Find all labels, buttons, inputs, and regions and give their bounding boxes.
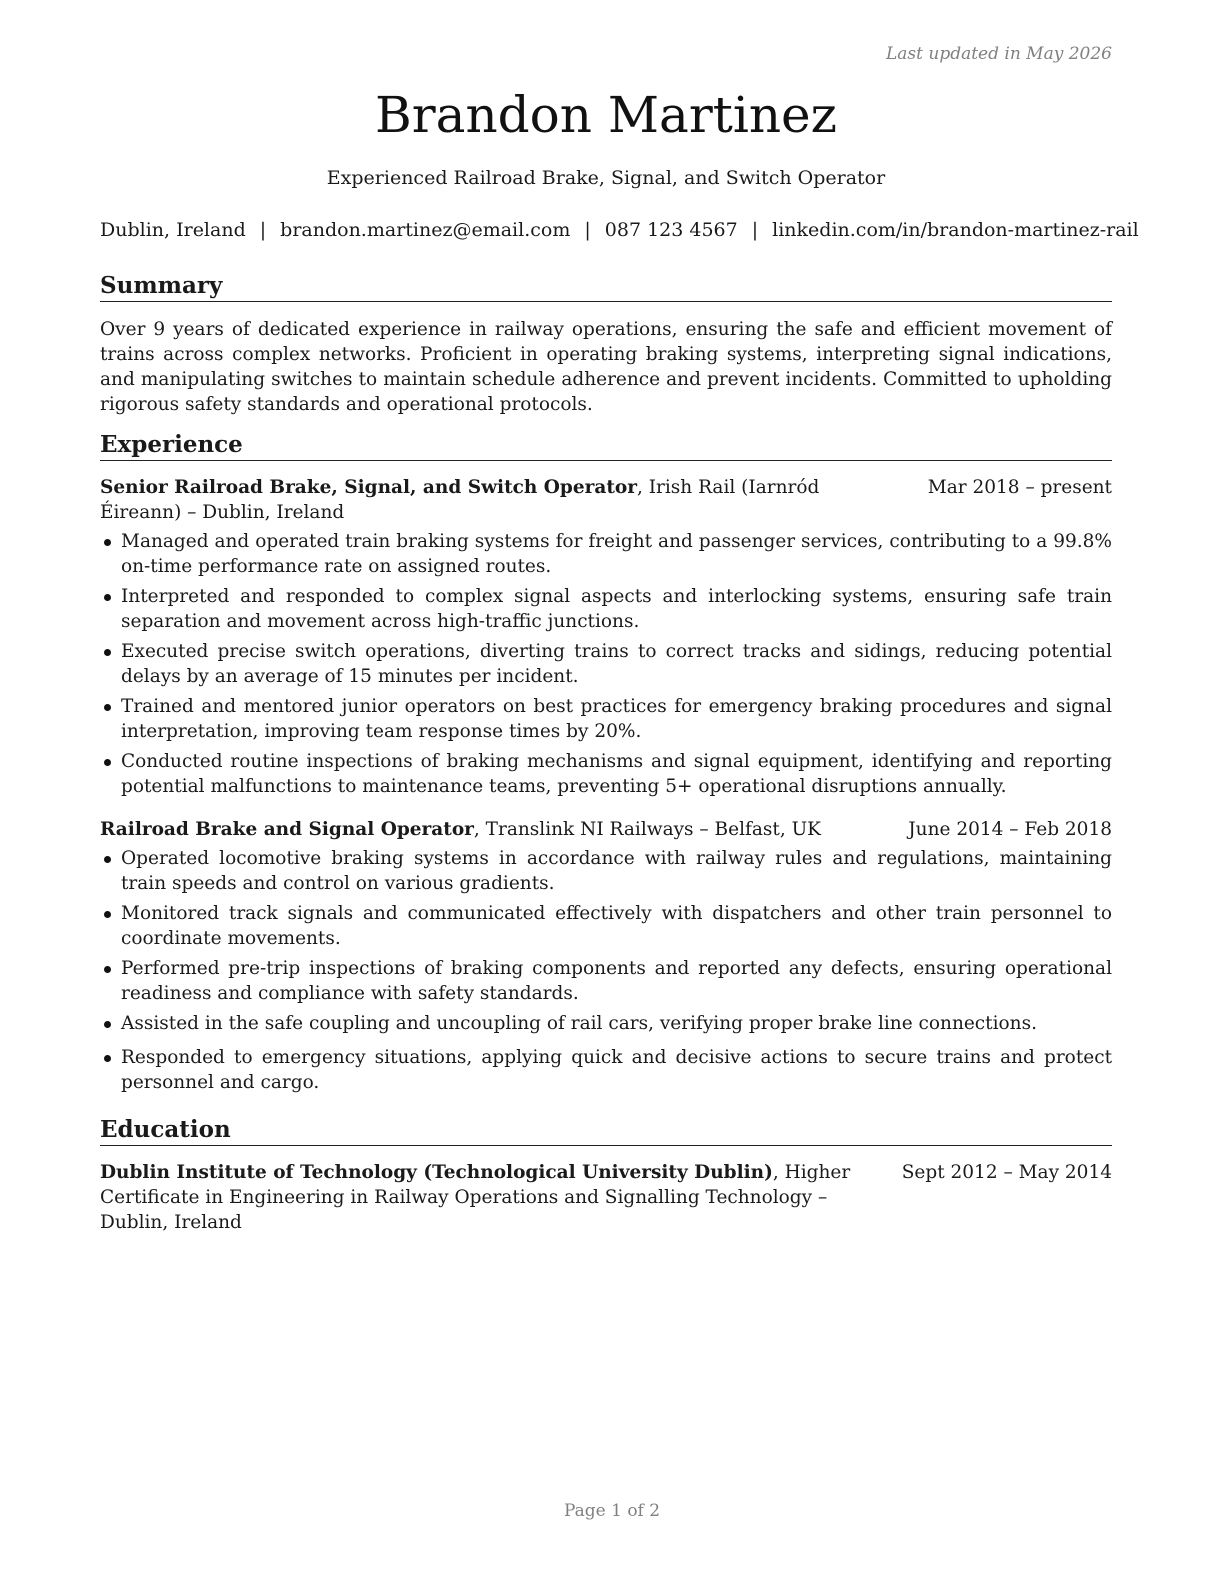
contact-line: [100, 219, 1139, 241]
last-updated: Last updated in May 2026: [885, 44, 1112, 64]
bullet-text: Monitored track signals and communicated effectively with dispatchers and other train personnel to coordinate movements.: [121, 903, 1112, 949]
bullet-icon: [104, 649, 111, 656]
bullet-text: Responded to emergency situations, applying quick and decisive actions to secure trains and protect personnel and cargo.: [121, 1047, 1112, 1093]
section-heading-summary: Summary: [100, 272, 1112, 302]
page-number: Page 1 of 2: [563, 1501, 661, 1521]
job-header: [100, 475, 1112, 525]
job-org: , Translink NI Railways – Belfast, UK: [473, 819, 821, 840]
bullet-text: Assisted in the safe coupling and uncoupling of rail cars, verifying proper brake line connections.: [121, 1013, 1037, 1034]
list-item: [100, 584, 1112, 634]
bullet-text: Operated locomotive braking systems in accordance with railway rules and regulations, maintaining train speeds and control on various gradients.: [121, 848, 1112, 894]
bullet-icon: [104, 966, 111, 973]
bullet-icon: [104, 759, 111, 766]
bullet-icon: [104, 1055, 111, 1062]
bullet-icon: [104, 704, 111, 711]
bullet-icon: [104, 594, 111, 601]
separator: |: [259, 219, 267, 241]
job-entry: [100, 475, 1112, 799]
job-entry: [100, 817, 1112, 1095]
list-item: [100, 956, 1112, 1006]
list-item: [100, 529, 1112, 579]
education-dates: Sept 2012 – May 2014: [901, 1162, 1112, 1183]
bullet-text: Executed precise switch operations, diverting trains to correct tracks and sidings, reducing potential delays by an average of 15 minutes per incident.: [121, 641, 1112, 687]
contact-linkedin[interactable]: linkedin.com/in/brandon-martinez-rail: [772, 219, 1139, 241]
summary-text: Over 9 years of dedicated experience in railway operations, ensuring the safe and efficient movement of trains across complex networks. Proficient in operating braking systems, interpreting signal indications, and manipulating switches to maintain schedule adherence and prevent incidents. Committed to upholding rigorous safety standards and operational protocols.: [100, 319, 1112, 415]
list-item: [100, 639, 1112, 689]
list-item: [100, 1045, 1112, 1095]
bullet-text: Trained and mentored junior operators on best practices for emergency braking procedures and signal interpretation, improving team response times by 20%.: [121, 696, 1112, 742]
job-header: [100, 817, 1112, 842]
separator: |: [584, 219, 591, 241]
job-title: Railroad Brake and Signal Operator: [100, 819, 474, 840]
education-section: [100, 1116, 1112, 1235]
experience-section: [100, 431, 1112, 1100]
bullet-text: Conducted routine inspections of braking mechanisms and signal equipment, identifying and reporting potential malfunctions to maintenance teams, preventing 5+ operational disruptions annually.: [121, 751, 1112, 797]
bullet-icon: [104, 856, 111, 863]
bullet-text: Performed pre-trip inspections of braking components and reported any defects, ensuring operational readiness and compliance with safety standards.: [121, 958, 1112, 1004]
bullet-icon: [104, 911, 111, 918]
separator: |: [751, 219, 759, 241]
bullet-text: Interpreted and responded to complex signal aspects and interlocking systems, ensuring safe train separation and movement across high-traffic junctions.: [121, 586, 1112, 632]
job-dates: June 2014 – Feb 2018: [908, 819, 1112, 840]
contact-email[interactable]: brandon.martinez@email.com: [280, 219, 571, 241]
education-entry: [100, 1160, 1112, 1235]
candidate-name: Brandon Martinez: [375, 86, 837, 144]
tagline: Experienced Railroad Brake, Signal, and Switch Operator: [326, 167, 886, 189]
summary-section: [100, 272, 1112, 417]
section-heading-experience: Experience: [100, 431, 1112, 461]
job-title: Senior Railroad Brake, Signal, and Switch Operator: [100, 477, 637, 498]
list-item: [100, 846, 1112, 896]
job-dates: Mar 2018 – present: [927, 477, 1112, 498]
list-item: [100, 1011, 1112, 1036]
list-item: [100, 694, 1112, 744]
job-bullets: [100, 846, 1112, 1095]
school-name: Dublin Institute of Technology (Technological University Dublin): [100, 1162, 773, 1183]
contact-phone: 087 123 4567: [604, 219, 738, 241]
job-org: , Irish Rail (Iarnród Éireann) – Dublin, Ireland: [100, 477, 820, 523]
job-bullets: [100, 529, 1112, 799]
section-heading-education: Education: [100, 1116, 1112, 1146]
list-item: [100, 749, 1112, 799]
contact-location: Dublin, Ireland: [100, 219, 246, 241]
list-item: [100, 901, 1112, 951]
bullet-icon: [104, 539, 111, 546]
bullet-icon: [104, 1021, 111, 1028]
degree-detail: , Higher Certificate in Engineering in Railway Operations and Signalling Technology – Dublin, Ireland: [100, 1162, 851, 1233]
bullet-text: Managed and operated train braking systems for freight and passenger services, contributing to a 99.8% on-time performance rate on assigned routes.: [121, 531, 1112, 577]
